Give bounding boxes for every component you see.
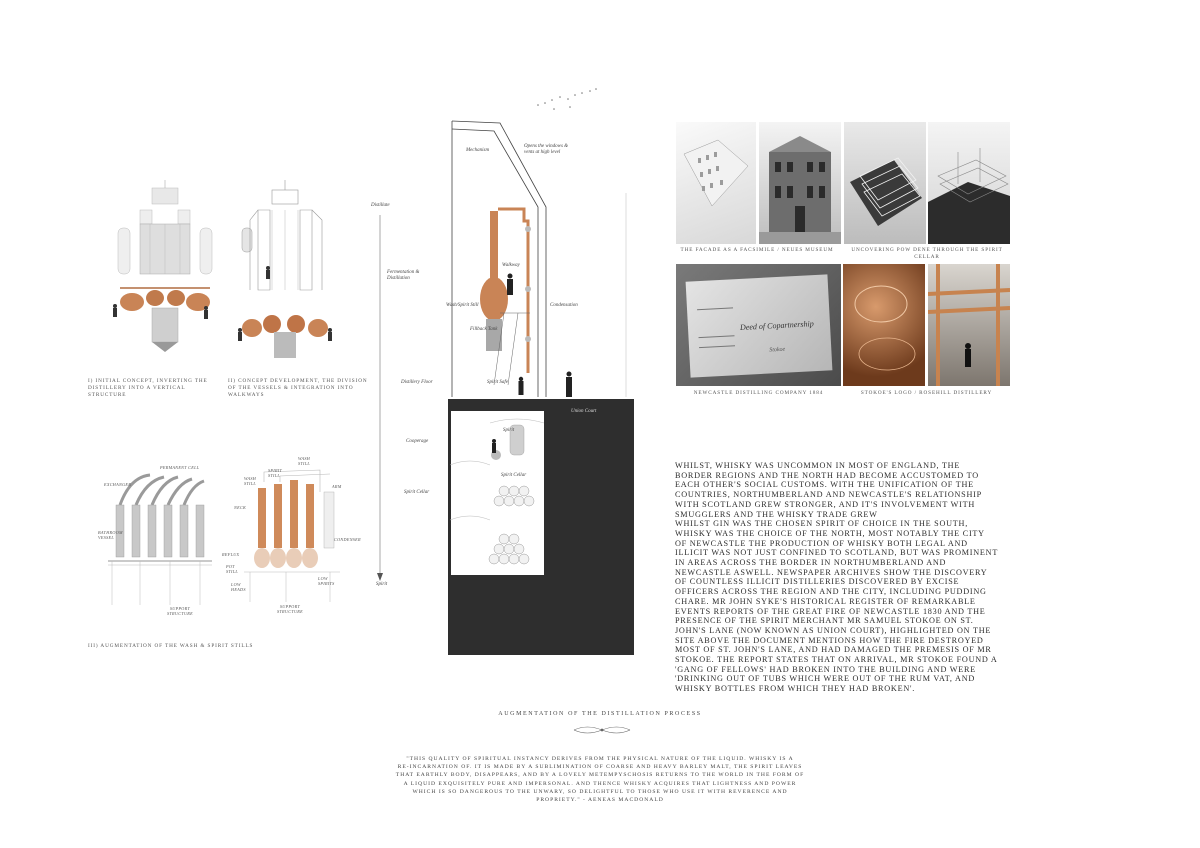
label-reflux: REFLUX <box>222 552 240 557</box>
label-open-windows: Opens the windows & vents at high level <box>524 144 569 155</box>
label-spirit: Spirit <box>503 428 515 433</box>
label-low-spirits: LOW SPIRITS <box>318 576 335 586</box>
label-wash-still-top: WASH STILL <box>298 456 311 466</box>
photo-deed-document <box>676 264 841 386</box>
concept-diagram-2 <box>230 180 340 360</box>
deed-name: Stokoe <box>769 346 786 354</box>
caption-concept-1: I) INITIAL CONCEPT, INVERTING THE DISTILLERY INTO A VERTICAL STRUCTURE <box>88 378 208 398</box>
photo-pow-dene-model-2 <box>928 122 1010 244</box>
footer-title: AUGMENTATION OF THE DISTILLATION PROCESS <box>498 711 702 717</box>
label-spirit-still: SPIRIT STILL <box>268 468 283 478</box>
photo-rosehill-distillery <box>928 264 1010 386</box>
label-condenser: CONDENSER <box>334 537 361 542</box>
caption-photo-4: STOKOE'S LOGO / ROSEHILL DISTILLERY <box>860 390 993 396</box>
label-spirit-cellar: Spirit Cellar <box>404 490 430 495</box>
label-fermentation: Fermentation & Distillation <box>387 270 420 281</box>
label-neck: NECK <box>234 505 247 510</box>
photo-stokoe-logo <box>843 264 925 386</box>
caption-concept-2: II) CONCEPT DEVELOPMENT, THE DIVISION OF THE VESSELS & INTEGRATION INTO WALKWAYS <box>228 378 368 398</box>
label-arrow-spirit: Spirit <box>376 582 388 587</box>
caption-photo-3: NEWCASTLE DISTILLING COMPANY 1884 <box>693 390 824 396</box>
label-wash-still: WASH STILL <box>244 476 257 486</box>
photo-facade-model <box>676 122 756 244</box>
label-union-court: Union Court <box>571 409 597 414</box>
label-bathroom-vessel: BATHROOM VESSEL <box>98 530 123 540</box>
caption-photo-2: UNCOVERING POW DENE THROUGH THE SPIRIT CELLAR <box>851 247 1003 260</box>
label-spirit-cellar-inner: Spirit Cellar <box>501 473 527 478</box>
label-support-a: SUPPORT STRUCTURE <box>167 606 193 616</box>
label-fillback-tank: Fillback Tank <box>470 327 498 332</box>
photo-pow-dene-model-1 <box>844 122 926 244</box>
label-condensation: Condensation <box>550 303 578 308</box>
ornament-divider <box>572 724 632 736</box>
section-svg <box>370 85 640 660</box>
still-diagram-grey <box>100 465 220 625</box>
label-permanent-cell: PERMANENT CELL <box>160 465 200 470</box>
essay-text: WHILST, WHISKY WAS UNCOMMON IN MOST OF ENGLAND, THE BORDER REGIONS AND THE NORTH HAD BECOME ACCUSTOMED TO EACH OTHER'S SOCIAL CUSTOMS. WITH THE UNIFICATION OF THE COUNTRIES, NORTHUMBERLAND AND NEWCASTLE'S RELATIONSHIP WITH SCOTLAND GREW STRONGER, AND IT'S INVOLVEMENT WITH SMUGGLERS AND THE WHISKY TRADE GREW WHILST GIN WAS THE CHOSEN SPIRIT OF CHOICE IN THE SOUTH, WHISKY WAS THE CHOICE OF THE NORTH, MOST NOTABLY THE CITY OF NEWCASTLE THE PRODUCTION OF WHISKY BOTH LEGAL AND ILLICIT WAS NOT JUST CONFINED TO SCOTLAND, BUT WAS PROMINENT IN AREAS ACROSS THE BORDER IN NORTHUMBERLAND AND NEWCASTLE ASWELL. NEWSPAPER ARCHIVES SHOW THE DISCOVERY OF COUNTLESS ILLICIT DISTILLERIES DISCOVERED BY EXCISE OFFICERS ACROSS THE REGION AND THE CITY, INCLUDING PUDDING CHARE. MR JOHN SYKE'S HISTORICAL REGISTER OF REMARKABLE EVENTS REPORTS OF THE GREAT FIRE OF NEWCASTLE 1830 AND THE PRESENCE OF THE SPIRIT MERCHANT MR SAMUEL STOKOE ON ST. JOHN'S LANE (NOW KNOWN AS UNION COURT), HIGHLIGHTED ON THE SITE ABOVE THE DOCUMENT MENTIONS HOW THE FIRE DESTROYED MOST OF ST. JOHN'S LANE, AND HAD DAMAGED THE PREMESIS OF MR STOKOE. THE REPORT STATES THAT ON ARRIVAL, MR STOKOE FOUND A 'GANG OF FELLOWS' HAD BROKEN INTO THE BUILDING AND WERE 'DRINKING OUT OF TUBS WHICH WERE OUT OF THE RUM VAT, AND WHISKY BOTTLES FROM WHICH THEY HAD BROKEN'. <box>675 461 999 694</box>
label-low-heads: LOW HEADS <box>231 582 246 592</box>
label-pot-still: POT STILL <box>226 564 238 574</box>
footer-quote: "THIS QUALITY OF SPIRITUAL INSTANCY DERIVES FROM THE PHYSICAL NATURE OF THE LIQUID. WHISKY IS A RE-INCARNATION OF. IT IS MADE BY A SUBLIMINATION OF COARSE AND HEAVY BARLEY MALT, THE SPIRIT LEAVES THAT EARTHLY BODY, DISAPPEARS, AND BY A LOVELY METEMPYSCHOSIS RETURNS TO THE WORLD IN THE FORM OF A LIQUID EXQUISITELY PURE AND IMPERSONAL. AND THENCE WHISKY ACQUIRES THAT LIGHTNESS AND POWER WHICH IS SO DANGEROUS TO THE UNWARY, SO DELIGHTFUL TO THOSE WHO USE IT WITH REVERENCE AND PROPRIETY." - AENEAS MACDONALD <box>395 756 805 804</box>
caption-concept-3: III) AUGMENTATION OF THE WASH & SPIRIT STILLS <box>88 643 254 649</box>
label-support-b: SUPPORT STRUCTURE <box>277 604 303 614</box>
photo-neues-museum <box>759 122 841 244</box>
caption-photo-1: THE FACADE AS A FACSIMILE / NEUES MUSEUM <box>680 247 834 253</box>
deed-title: Deed of Copartnership <box>739 319 814 332</box>
label-mechanism: Mechanism <box>466 148 490 153</box>
label-distillate: Distillate <box>371 203 390 208</box>
label-spirit-safe-floor: Spirit Safe <box>487 380 508 385</box>
label-wash-spirit-still: Wash/Spirit Still <box>446 303 479 308</box>
label-cooperage: Cooperage <box>406 439 429 444</box>
label-exchanger: EXCHANGER <box>104 482 132 487</box>
label-walkway: Walkway <box>502 263 520 268</box>
label-distillery-floor: Distillery Floor <box>401 380 433 385</box>
label-arm: ARM <box>332 484 342 489</box>
concept-diagram-1 <box>110 180 220 360</box>
